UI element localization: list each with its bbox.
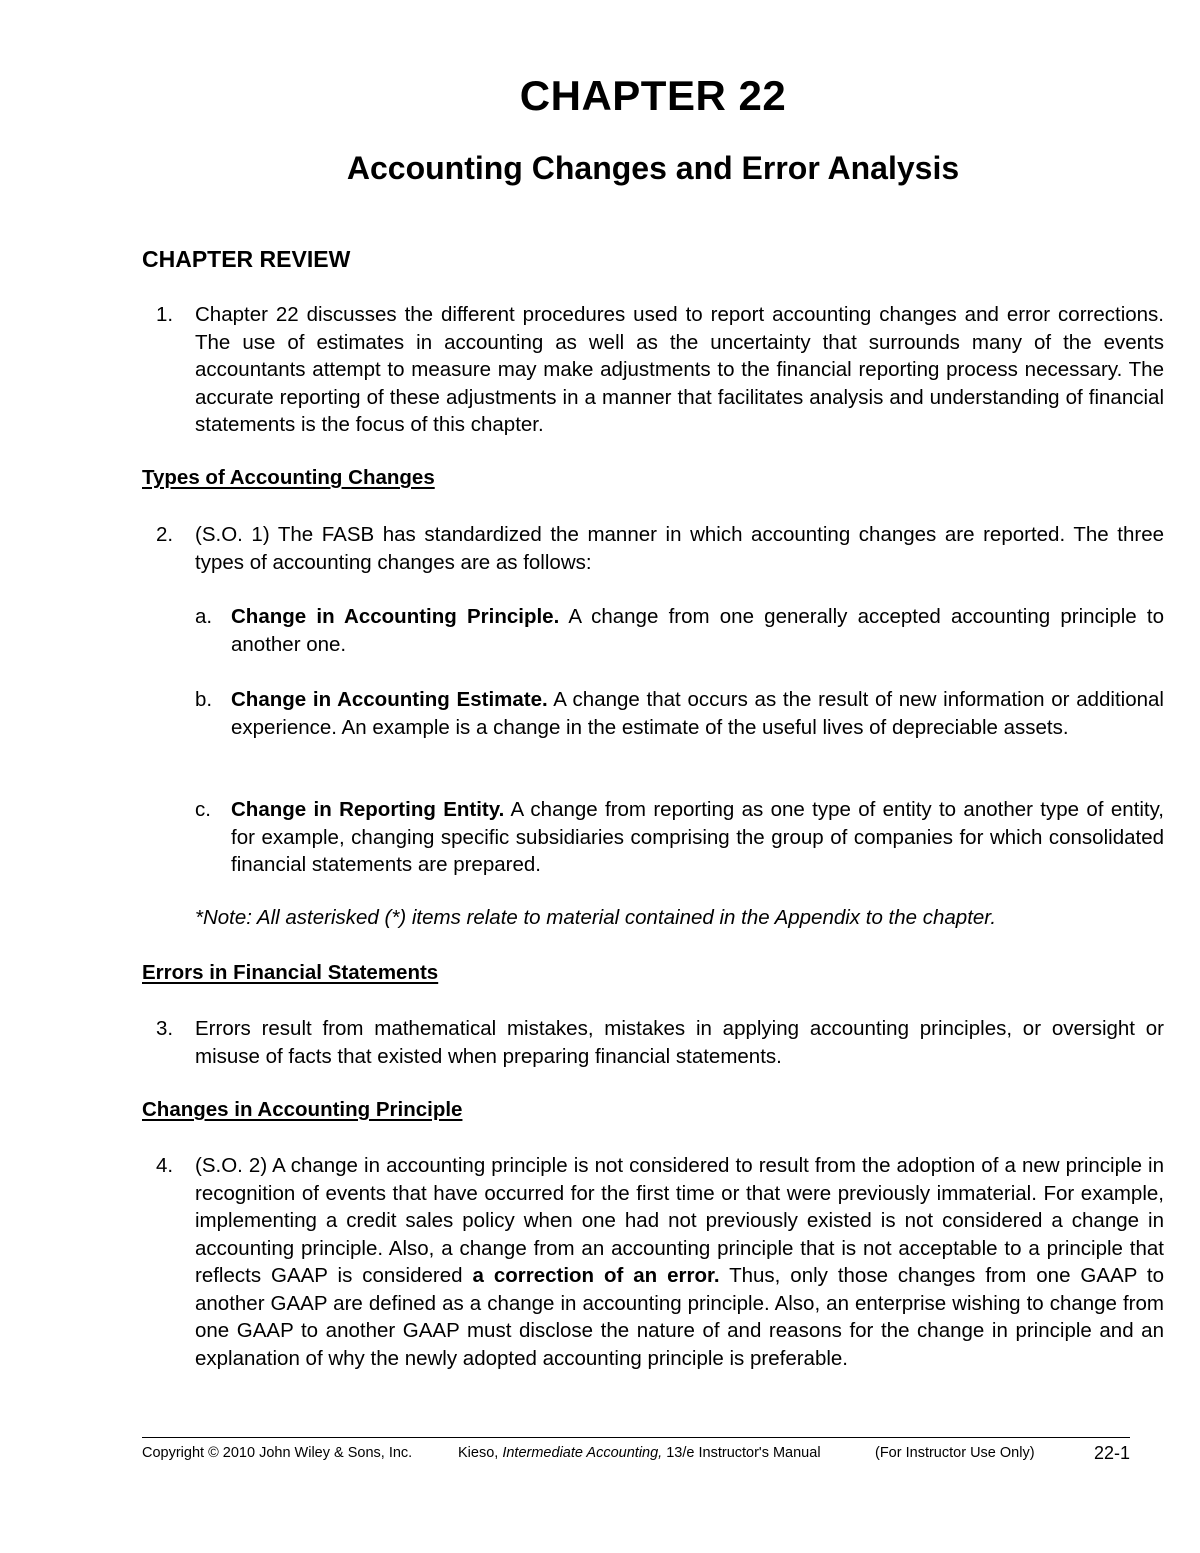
subitem-b	[195, 686, 1164, 741]
section-heading-types: Types of Accounting Changes	[142, 466, 435, 489]
subitem-term: Change in Reporting Entity.	[231, 798, 505, 821]
subitem-description: A change from reporting as one type of entity to another type of entity, for example, changing specific subsidiaries comprising the group of companies for which consolidated financial statements are prepared.	[231, 798, 1164, 876]
chapter-subtitle: Accounting Changes and Error Analysis	[346, 150, 960, 186]
chapter-review-heading: CHAPTER REVIEW	[142, 246, 351, 272]
item-number: 1.	[156, 303, 174, 326]
footer-copyright: Copyright © 2010 John Wiley & Sons, Inc.	[142, 1445, 413, 1461]
section-heading-errors: Errors in Financial Statements	[142, 961, 439, 984]
footer-divider	[142, 1437, 1130, 1438]
item-number: 3.	[156, 1017, 174, 1040]
subitem-description: A change from one generally accepted accounting principle to another one.	[231, 605, 1164, 656]
item-text-after: Thus, only those changes from one GAAP to another GAAP are defined as a change in accounting principle. Also, an enterprise wishing to change from one GAAP to another GAAP must disclose the nature of and reasons for the change in principle and an explanation of why the newly adopted accounting principle is preferable.	[195, 1264, 1165, 1370]
subitem-c	[195, 796, 1164, 879]
footer-author: Kieso,	[458, 1445, 503, 1461]
subitem-letter: b.	[195, 688, 213, 711]
subitem-description: A change that occurs as the result of new information or additional experience. An example is a change in the estimate of the useful lives of depreciable assets.	[231, 688, 1164, 739]
footer-book	[458, 1445, 821, 1461]
subitem-a	[195, 603, 1164, 658]
review-item-3	[142, 1015, 1164, 1070]
item-text: Chapter 22 discusses the different procedures used to report accounting changes and error corrections. The use of estimates in accounting as well as the uncertainty that surrounds many of the events accountants attempt to measure may make adjustments to the financial reporting process necessary. The accurate reporting of these adjustments in a manner that facilitates analysis and understanding of financial statements is the focus of this chapter.	[195, 303, 1164, 436]
subitem-text	[231, 686, 1164, 741]
subitem-text	[231, 603, 1164, 658]
footer-book-title: Intermediate Accounting,	[502, 1445, 663, 1461]
item-text	[195, 1152, 1164, 1372]
item-number: 2.	[156, 523, 174, 546]
review-item-4	[142, 1152, 1164, 1372]
chapter-title: CHAPTER 22	[519, 72, 787, 119]
footer-usage: (For Instructor Use Only)	[875, 1445, 1035, 1461]
review-item-1	[142, 301, 1164, 439]
subitem-letter: c.	[195, 798, 211, 821]
item-text-before: (S.O. 2) A change in accounting principle is not considered to result from the adoption of a new principle in recognition of events that have occurred for the first time or that were previously immaterial. For example, implementing a credit sales policy when one had not previously existed is not considered a change in accounting principle. Also, a change from an accounting principle that is not acceptable to a principle that reflects GAAP is considered	[195, 1154, 1164, 1287]
item-number: 4.	[156, 1154, 174, 1177]
item-text: Errors result from mathematical mistakes, mistakes in applying accounting principles, or oversight or misuse of facts that existed when preparing financial statements.	[195, 1017, 1164, 1068]
subitem-text	[231, 796, 1164, 879]
page-number: 22-1	[1093, 1443, 1130, 1463]
appendix-note: *Note: All asterisked (*) items relate to material contained in the Appendix to the chapter.	[195, 906, 997, 929]
subitem-term: Change in Accounting Estimate.	[231, 688, 548, 711]
item-text: (S.O. 1) The FASB has standardized the manner in which accounting changes are reported. The three types of accounting changes are as follows:	[195, 523, 1164, 574]
section-heading-principle: Changes in Accounting Principle	[142, 1098, 463, 1121]
footer-edition: 13/e Instructor's Manual	[662, 1445, 821, 1461]
subitem-letter: a.	[195, 605, 213, 628]
item-bold-phrase: a correction of an error.	[472, 1264, 720, 1287]
review-item-2	[142, 521, 1164, 576]
subitem-term: Change in Accounting Principle.	[231, 605, 560, 628]
